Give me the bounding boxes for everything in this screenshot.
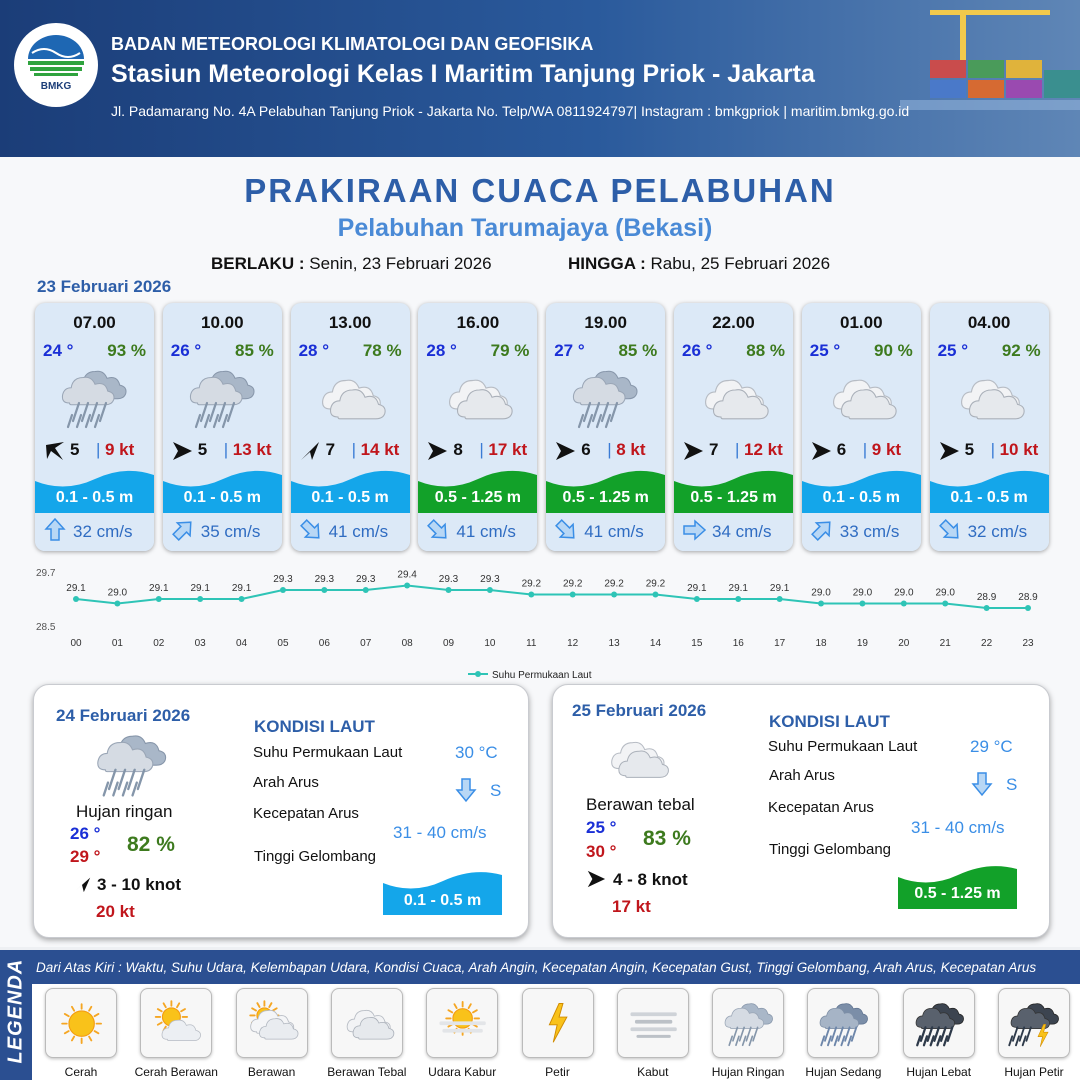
current-speed: 34 cm/s <box>712 522 772 541</box>
valid-until: HINGGA : Rabu, 25 Februari 2026 <box>568 254 831 273</box>
forecast-time: 01.00 <box>840 313 883 332</box>
current-speed: 32 cm/s <box>73 522 133 541</box>
wind-direction-icon <box>299 440 321 462</box>
wave-value: 0.5 - 1.25 m <box>914 885 1001 902</box>
air-temperature: 28 ° <box>298 341 330 360</box>
sst-value: 29 °C <box>970 737 1013 756</box>
current-speed: 41 cm/s <box>328 522 389 541</box>
data-label: 29.3 <box>356 574 376 585</box>
wind-gust: 9 kt <box>871 440 902 459</box>
temp-max: 29 ° <box>70 847 101 866</box>
separator: | <box>351 440 357 459</box>
data-point <box>280 587 286 593</box>
forecast-time: 13.00 <box>328 313 372 332</box>
series-line <box>76 586 1028 609</box>
data-label: 29.1 <box>149 583 169 594</box>
kondisi-laut-title: KONDISI LAUT <box>254 717 375 736</box>
legend-item <box>134 988 218 1079</box>
valid-from: BERLAKU : Senin, 23 Februari 2026 <box>211 254 492 273</box>
page-title: PRAKIRAAN CUACA PELABUHAN <box>244 172 836 209</box>
data-label: 28.9 <box>976 592 997 603</box>
forecast-time: 16.00 <box>456 313 500 332</box>
humidity: 93 % <box>107 341 146 360</box>
current-direction-icon <box>171 518 195 542</box>
cerah-icon <box>54 996 110 1052</box>
separator: | <box>223 440 229 459</box>
separator: | <box>990 440 996 459</box>
hourly-card <box>35 303 154 551</box>
x-tick-label: 08 <box>401 638 413 649</box>
wind-speed: 5 <box>70 440 80 459</box>
x-tick-label: 05 <box>277 638 289 649</box>
data-label: 29.1 <box>728 583 748 594</box>
legend-icon-box <box>426 988 498 1058</box>
udara-kabur-icon <box>435 996 491 1052</box>
berawan-tebal-icon <box>340 996 396 1052</box>
data-point <box>901 601 907 607</box>
legend-label: Cerah Berawan <box>134 1065 218 1079</box>
humidity: 79 % <box>490 341 530 360</box>
berawan-icon <box>245 996 301 1052</box>
wind-speed: 6 <box>836 440 847 459</box>
agency-name: BADAN METEOROLOGI KLIMATOLOGI DAN GEOFISIKA <box>111 34 594 54</box>
x-tick-label: 07 <box>360 638 372 649</box>
legend-icon-box <box>331 988 403 1058</box>
data-label: 29.3 <box>438 574 459 585</box>
humidity: 85 % <box>618 341 658 360</box>
berawan-tebal-icon <box>696 361 771 436</box>
data-label: 29.0 <box>107 587 128 599</box>
bmkg-logo-icon <box>14 23 98 107</box>
wind-direction-icon <box>171 440 193 462</box>
current-dir-value: S <box>1006 775 1018 794</box>
x-tick-label: 19 <box>856 638 868 649</box>
current-speed-label: Kecepatan Arus <box>768 799 874 816</box>
data-label: 29.1 <box>66 583 86 594</box>
legend-label: Kabut <box>637 1065 669 1079</box>
legend-icon-box <box>998 988 1070 1058</box>
wave-label: Tinggi Gelombang <box>254 848 377 865</box>
data-point <box>942 601 948 607</box>
logo-text: BMKG <box>40 81 72 92</box>
x-tick-label: 23 <box>1022 638 1034 649</box>
current-dir-value: S <box>490 781 502 800</box>
wave-height: 0.1 - 0.5 m <box>822 489 900 506</box>
sst-label: Suhu Permukaan Laut <box>253 744 403 761</box>
day-card-25 <box>552 684 1050 938</box>
wind-gust: 8 kt <box>616 440 646 459</box>
legend-side-bar <box>0 950 32 1080</box>
current-direction-icon <box>554 518 578 542</box>
wind-speed: 5 <box>197 440 208 459</box>
wave-height: 0.5 - 1.25 m <box>434 489 522 506</box>
berawan-tebal-icon <box>952 361 1027 436</box>
legend-item <box>522 988 594 1079</box>
air-temperature: 27 ° <box>554 341 585 360</box>
hourly-card <box>674 303 793 551</box>
legend-icon-box <box>522 988 594 1058</box>
legend-icon-box <box>45 988 117 1058</box>
humidity: 92 % <box>1001 341 1041 360</box>
wind-speed: 7 <box>709 440 719 459</box>
x-tick-label: 04 <box>236 638 248 649</box>
current-speed-value: 31 - 40 cm/s <box>911 818 1005 837</box>
data-label: 29.2 <box>521 578 542 590</box>
wind-direction-icon <box>682 440 704 462</box>
data-label: 29.3 <box>273 574 293 585</box>
data-point <box>694 596 700 602</box>
hourly-card <box>291 303 410 551</box>
data-label: 29.2 <box>645 578 666 590</box>
wind-direction-icon <box>554 440 576 462</box>
legend-icon-box <box>617 988 689 1058</box>
data-label: 29.1 <box>769 583 790 594</box>
day-date: 25 Februari 2026 <box>572 701 707 720</box>
separator: | <box>607 440 612 459</box>
wind-gust: 14 kt <box>360 440 400 459</box>
air-temperature: 24 ° <box>43 341 74 360</box>
current-speed-value: 31 - 40 cm/s <box>393 823 487 842</box>
hourly-card <box>930 303 1049 551</box>
forecast-time: 04.00 <box>967 313 1011 332</box>
separator: | <box>96 440 101 459</box>
x-tick-label: 13 <box>608 638 620 649</box>
arrow-down-icon <box>971 771 993 797</box>
hujan-ringan-icon <box>721 996 777 1052</box>
wave-height: 0.1 - 0.5 m <box>950 489 1028 506</box>
x-tick-label: 14 <box>649 638 662 649</box>
current-direction-icon <box>682 518 706 542</box>
humidity: 90 % <box>874 341 913 360</box>
legend-label: Cerah <box>64 1065 98 1079</box>
x-tick-label: 11 <box>526 638 537 649</box>
legend-label: Berawan <box>247 1065 296 1079</box>
legend-label: Petir <box>545 1065 570 1079</box>
x-tick-label: 15 <box>691 638 703 649</box>
wind-gust: 20 kt <box>96 902 135 921</box>
berawan-tebal-icon <box>824 361 899 436</box>
legend-item <box>236 988 308 1079</box>
data-point <box>197 596 203 602</box>
hourly-card <box>546 303 665 551</box>
hourly-card <box>163 303 282 551</box>
y-tick-label: 29.7 <box>36 568 56 579</box>
wind-speed: 5 <box>964 440 975 459</box>
data-point <box>984 605 990 611</box>
hourly-card <box>418 303 537 551</box>
wind-direction-icon <box>586 869 606 889</box>
wave-height: 0.1 - 0.5 m <box>55 489 134 506</box>
data-label: 29.4 <box>397 569 417 581</box>
current-speed-label: Kecepatan Arus <box>253 805 359 822</box>
hujan-ringan-icon <box>568 361 643 436</box>
legend-icon-box <box>903 988 975 1058</box>
wave-label: Tinggi Gelombang <box>769 841 892 858</box>
wind-speed: 3 - 10 knot <box>97 875 182 894</box>
x-tick-label: 09 <box>442 638 455 649</box>
legend-item <box>617 988 689 1079</box>
legend-icon-box <box>712 988 784 1058</box>
legend-label: Udara Kabur <box>428 1065 497 1079</box>
wind-speed: 8 <box>453 440 463 459</box>
air-temperature: 28 ° <box>426 341 457 360</box>
data-point <box>652 592 658 598</box>
data-label: 29.3 <box>314 574 335 585</box>
data-point <box>1025 605 1031 611</box>
wave-height: 0.5 - 1.25 m <box>690 489 777 506</box>
legend-icon-box <box>236 988 308 1058</box>
legend-description-bar <box>32 950 1080 984</box>
x-tick-label: 10 <box>484 638 496 649</box>
forecast-time: 22.00 <box>712 313 755 332</box>
current-direction-icon <box>810 518 834 542</box>
wind-direction-icon <box>43 440 65 462</box>
port-illustration <box>780 0 1080 157</box>
x-tick-label: 06 <box>318 638 330 649</box>
wind-speed: 6 <box>581 440 591 459</box>
data-label: 29.0 <box>935 587 955 599</box>
hujan-lebat-icon <box>912 996 968 1052</box>
legend-title: LEGENDA <box>4 958 27 1064</box>
wave-height: 0.5 - 1.25 m <box>562 489 649 506</box>
wave-value: 0.1 - 0.5 m <box>403 892 482 909</box>
x-tick-label: 16 <box>732 638 744 649</box>
separator: | <box>735 440 740 459</box>
x-tick-label: 01 <box>111 638 123 649</box>
data-label: 29.1 <box>687 583 707 594</box>
air-temperature: 26 ° <box>682 341 713 360</box>
wind-gust: 17 kt <box>488 440 528 459</box>
wind-direction-icon <box>938 440 960 462</box>
wind-gust: 10 kt <box>999 440 1039 459</box>
data-label: 29.0 <box>811 587 831 599</box>
wave-height: 0.1 - 0.5 m <box>311 489 389 506</box>
wind-direction-icon <box>72 874 92 894</box>
current-dir-label: Arah Arus <box>253 774 319 791</box>
forecast-time: 19.00 <box>584 313 627 332</box>
data-point <box>156 596 162 602</box>
hujan-petir-icon <box>1007 996 1063 1052</box>
legend-label: Suhu Permukaan Laut <box>492 670 592 681</box>
header-banner <box>0 0 1080 157</box>
legend <box>0 950 1080 1080</box>
data-point <box>735 596 741 602</box>
hourly-card <box>802 303 921 551</box>
data-point <box>570 592 576 598</box>
humidity: 85 % <box>235 341 274 360</box>
legend-item <box>711 988 785 1079</box>
current-speed: 32 cm/s <box>967 522 1028 541</box>
legend-item <box>327 988 407 1079</box>
legend-item <box>805 988 882 1079</box>
wind-direction-icon <box>810 440 832 462</box>
data-label: 29.2 <box>562 578 583 590</box>
wind-gust: 17 kt <box>612 897 651 916</box>
temp-min: 25 ° <box>586 818 617 837</box>
legend-label: Hujan Ringan <box>711 1065 785 1079</box>
current-direction-icon <box>426 518 450 542</box>
data-point <box>321 587 327 593</box>
kabut-icon <box>626 996 682 1052</box>
legend-icon-box <box>140 988 212 1058</box>
data-label: 28.9 <box>1018 592 1038 603</box>
humidity: 82 % <box>127 833 175 856</box>
data-point <box>611 592 617 598</box>
data-point <box>73 596 79 602</box>
forecast-time: 10.00 <box>201 313 244 332</box>
legend-label: Hujan Lebat <box>906 1065 972 1079</box>
separator: | <box>479 440 484 459</box>
legend-label: Hujan Sedang <box>805 1065 882 1079</box>
hujan-ringan-icon <box>185 361 260 436</box>
current-speed: 41 cm/s <box>456 522 516 541</box>
data-label: 29.1 <box>231 583 252 594</box>
hujan-sedang-icon <box>816 996 872 1052</box>
data-point <box>528 592 534 598</box>
station-address: Jl. Padamarang No. 4A Pelabuhan Tanjung Priok - Jakarta No. Telp/WA 0811924797| Instagram : bmkgpriok | maritim.bmkg.go.id <box>111 103 910 119</box>
data-label: 29.1 <box>190 583 210 594</box>
legend-item <box>45 988 117 1079</box>
sst-value: 30 °C <box>455 743 498 762</box>
legend-marker <box>475 671 481 677</box>
legend-description: Dari Atas Kiri : Waktu, Suhu Udara, Kelembapan Udara, Kondisi Cuaca, Arah Angin, Kecepatan Angin, Kecepatan Gust, Tinggi Gelombang, Arah Arus, Kecepatan Arus <box>36 960 1037 975</box>
separator: | <box>862 440 868 459</box>
air-temperature: 25 ° <box>937 341 969 360</box>
bmkg-logo <box>14 23 98 107</box>
x-tick-label: 00 <box>70 638 82 649</box>
current-direction-icon <box>43 518 67 542</box>
cloud-icon <box>603 725 671 793</box>
x-tick-label: 12 <box>567 638 579 649</box>
current-direction-icon <box>299 518 323 542</box>
data-point <box>446 587 452 593</box>
wind-speed: 4 - 8 knot <box>613 870 688 889</box>
y-tick-label: 28.5 <box>36 622 56 633</box>
current-speed: 41 cm/s <box>584 522 644 541</box>
arrow-down-icon <box>455 777 477 803</box>
kondisi-laut-title: KONDISI LAUT <box>769 712 890 731</box>
x-tick-label: 20 <box>898 638 910 649</box>
forecast-time: 07.00 <box>73 313 116 332</box>
petir-icon <box>531 996 587 1052</box>
current-speed: 33 cm/s <box>839 522 900 541</box>
current-speed: 35 cm/s <box>200 522 261 541</box>
data-point <box>487 587 493 593</box>
berawan-tebal-icon <box>313 361 388 436</box>
x-tick-label: 18 <box>815 638 827 649</box>
berawan-tebal-icon <box>440 361 515 436</box>
legend-item <box>998 988 1070 1079</box>
humidity: 78 % <box>362 341 402 360</box>
wind-gust: 9 kt <box>105 440 135 459</box>
air-temperature: 25 ° <box>809 341 841 360</box>
day-condition: Berawan tebal <box>586 795 695 814</box>
humidity: 88 % <box>746 341 785 360</box>
legend-item <box>903 988 975 1079</box>
temp-max: 30 ° <box>586 842 617 861</box>
x-tick-label: 02 <box>153 638 165 649</box>
data-point <box>114 601 120 607</box>
legend-label: Berawan Tebal <box>327 1065 407 1079</box>
x-tick-label: 22 <box>981 638 993 649</box>
wind-speed: 7 <box>325 440 336 459</box>
legend-icon-box <box>807 988 879 1058</box>
data-point <box>404 583 410 589</box>
day-card-24 <box>33 684 529 938</box>
data-label: 29.0 <box>852 587 873 599</box>
hujan-ringan-icon <box>57 361 132 436</box>
x-tick-label: 03 <box>194 638 206 649</box>
current-dir-label: Arah Arus <box>769 767 835 784</box>
wave-height: 0.1 - 0.5 m <box>183 489 261 506</box>
current-direction-icon <box>938 518 962 542</box>
x-tick-label: 21 <box>939 638 951 649</box>
wind-gust: 12 kt <box>744 440 783 459</box>
temp-min: 26 ° <box>70 824 101 843</box>
data-point <box>859 601 865 607</box>
day-condition: Hujan ringan <box>76 802 173 821</box>
humidity: 83 % <box>643 827 691 850</box>
station-name: Stasiun Meteorologi Kelas I Maritim Tanjung Priok - Jakarta <box>111 60 815 88</box>
port-name: Pelabuhan Tarumajaya (Bekasi) <box>337 214 713 242</box>
day1-date: 23 Februari 2026 <box>37 277 172 296</box>
day-date: 24 Februari 2026 <box>56 706 191 725</box>
air-temperature: 26 ° <box>170 341 202 360</box>
data-label: 29.0 <box>894 587 914 599</box>
data-point <box>777 596 783 602</box>
data-point <box>363 587 369 593</box>
data-point <box>818 601 824 607</box>
data-label: 29.2 <box>604 578 624 590</box>
sst-chart <box>30 560 1050 690</box>
legend-label: Hujan Petir <box>1004 1065 1064 1079</box>
data-point <box>239 596 245 602</box>
x-tick-label: 17 <box>774 638 786 649</box>
sst-label: Suhu Permukaan Laut <box>768 738 918 755</box>
cerah-berawan-icon <box>149 996 205 1052</box>
wind-direction-icon <box>426 440 448 462</box>
rain-icon <box>92 725 172 805</box>
legend-item <box>426 988 498 1079</box>
data-label: 29.3 <box>480 574 500 585</box>
wind-gust: 13 kt <box>232 440 272 459</box>
